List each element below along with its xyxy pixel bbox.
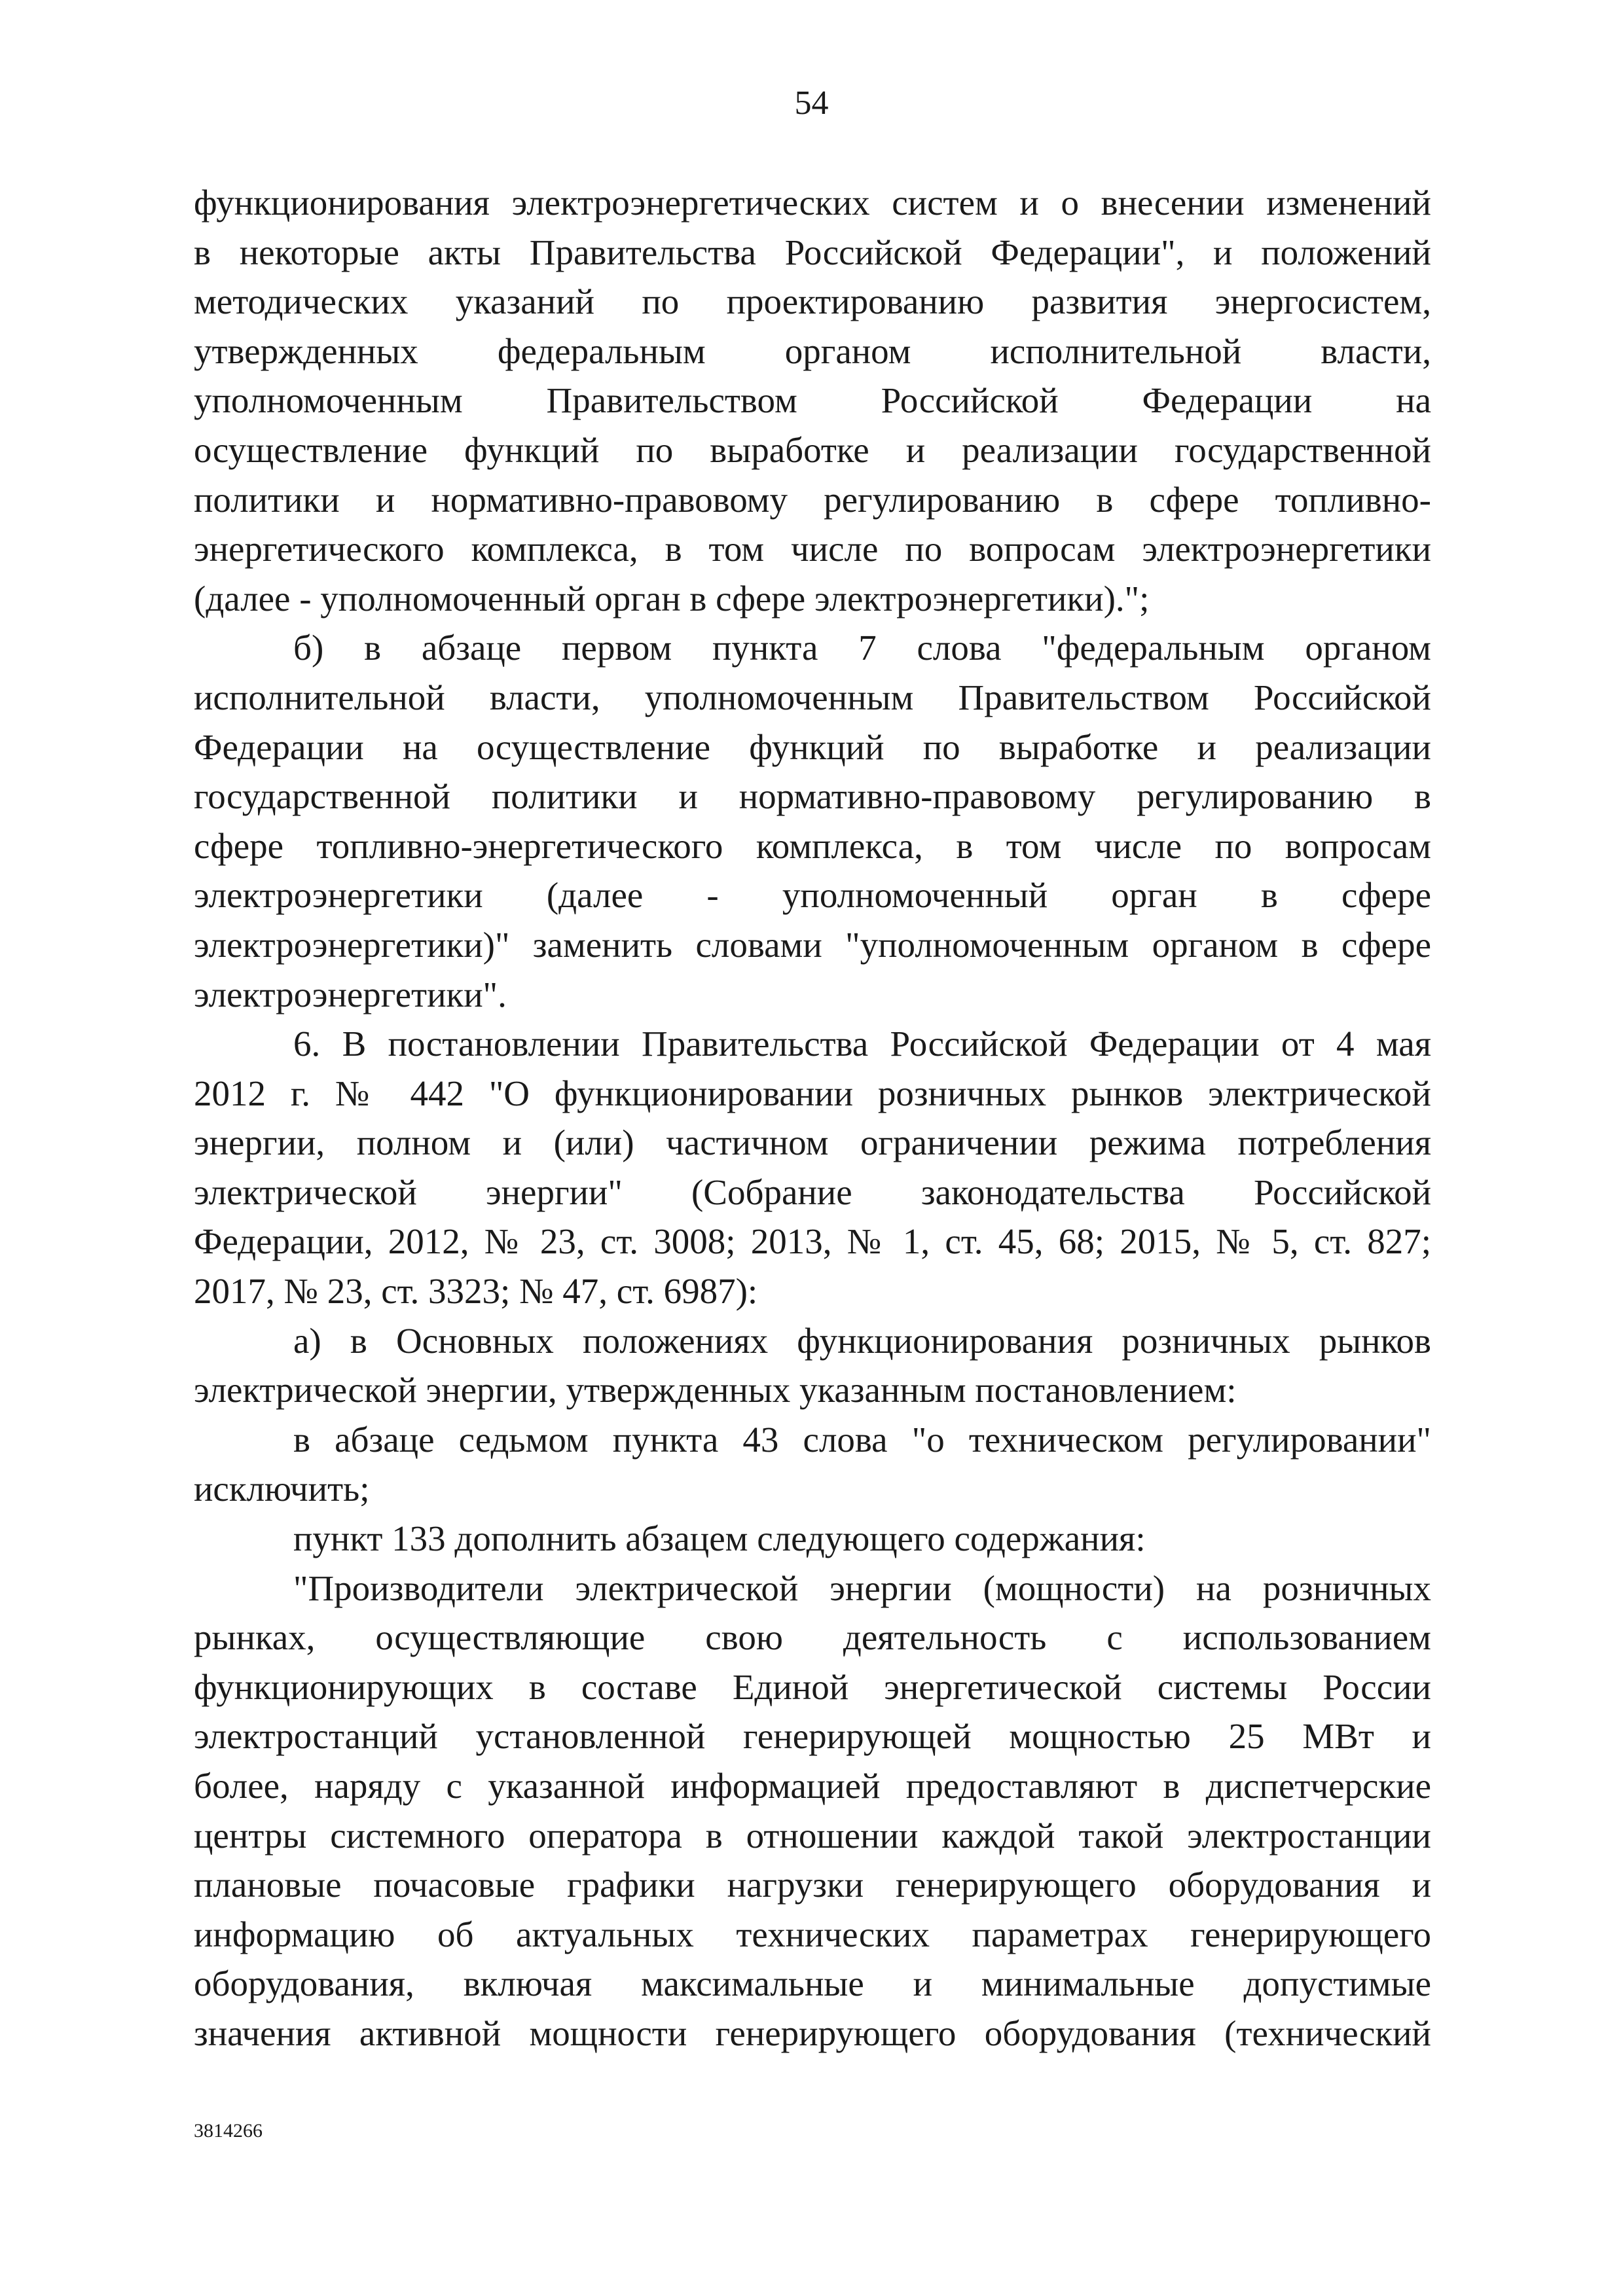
text-line: энергии, полном и (или) частичном ограничении режима потребления	[194, 1122, 1431, 1163]
text-line: электроэнергетики (далее - уполномоченный орган в сфере	[194, 875, 1431, 916]
text-line: энергетического комплекса, в том числе по вопросам электроэнергетики	[194, 529, 1431, 569]
text-line: "Производители электрической энергии (мощности) на розничных	[293, 1568, 1431, 1608]
text-line: электрической энергии" (Собрание законодательства Российской	[194, 1172, 1431, 1212]
text-line: Федерации на осуществление функций по выработке и реализации	[194, 726, 1431, 767]
text-line: исключить;	[194, 1469, 370, 1509]
text-line: электростанций установленной генерирующей мощностью 25 МВт и	[194, 1716, 1431, 1757]
text-line: электрической энергии, утвержденных указанным постановлением:	[194, 1370, 1237, 1410]
text-line: методических указаний по проектированию развития энергосистем,	[194, 281, 1431, 322]
text-line: б) в абзаце первом пункта 7 слова "федеральным органом	[293, 628, 1431, 668]
text-line: осуществление функций по выработке и реализации государственной	[194, 429, 1431, 470]
text-line: 2017, № 23, ст. 3323; № 47, ст. 6987):	[194, 1271, 758, 1312]
page-number: 54	[794, 84, 829, 122]
text-line: центры системного оператора в отношении каждой такой электростанции	[194, 1815, 1431, 1856]
text-line: сфере топливно-энергетического комплекса, в том числе по вопросам	[194, 825, 1431, 866]
text-line: плановые почасовые графики нагрузки генерирующего оборудования и	[194, 1865, 1431, 1905]
text-line: утвержденных федеральным органом исполнительной власти,	[194, 331, 1431, 371]
text-line: электроэнергетики".	[194, 974, 507, 1014]
text-line: государственной политики и нормативно-правовому регулированию в	[194, 776, 1431, 817]
text-line: рынках, осуществляющие свою деятельность с использованием	[194, 1617, 1431, 1658]
text-line: уполномоченным Правительством Российской Федерации на	[194, 380, 1431, 421]
text-line: (далее - уполномоченный орган в сфере электроэнергетики).";	[194, 578, 1150, 619]
text-line: политики и нормативно-правовому регулированию в сфере топливно-	[194, 479, 1431, 520]
text-line: Федерации, 2012, № 23, ст. 3008; 2013, № 1, ст. 45, 68; 2015, № 5, ст. 827;	[194, 1221, 1431, 1262]
text-line: пункт 133 дополнить абзацем следующего содержания:	[293, 1518, 1146, 1559]
document-body	[194, 178, 1431, 2058]
text-line: а) в Основных положениях функционирования розничных рынков	[293, 1320, 1431, 1361]
document-code: 3814266	[194, 2120, 263, 2142]
text-line: в абзаце седьмом пункта 43 слова "о техническом регулировании"	[293, 1419, 1431, 1460]
text-line: информацию об актуальных технических параметрах генерирующего	[194, 1914, 1431, 1954]
text-line: функционирующих в составе Единой энергетической системы России	[194, 1666, 1431, 1707]
text-line: функционирования электроэнергетических систем и о внесении изменений	[194, 183, 1431, 223]
text-line: более, наряду с указанной информацией предоставляют в диспетчерские	[194, 1766, 1431, 1806]
text-line: значения активной мощности генерирующего оборудования (технический	[194, 2013, 1431, 2053]
text-line: оборудования, включая максимальные и минимальные допустимые	[194, 1964, 1431, 2004]
text-line: 2012 г. № 442 "О функционировании розничных рынков электрической	[194, 1073, 1431, 1113]
text-line: 6. В постановлении Правительства Российской Федерации от 4 мая	[293, 1024, 1431, 1064]
text-line: в некоторые акты Правительства Российской Федерации", и положений	[194, 232, 1431, 272]
text-line: исполнительной власти, уполномоченным Правительством Российской	[194, 677, 1431, 717]
text-line: электроэнергетики)" заменить словами "уполномоченным органом в сфере	[194, 924, 1431, 965]
